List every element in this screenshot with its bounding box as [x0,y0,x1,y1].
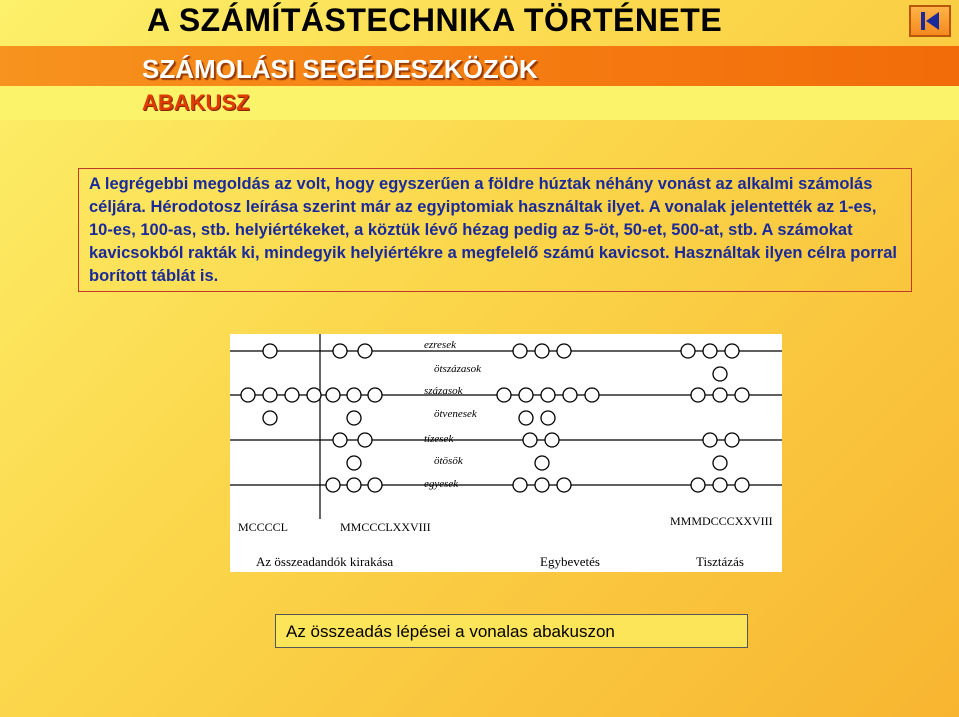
pebble [285,388,299,402]
figure-caption: Az összeadás lépései a vonalas abakuszon [275,614,748,648]
page-title: A SZÁMÍTÁSTECHNIKA TÖRTÉNETE [147,2,723,38]
pebble [347,478,361,492]
pebble [497,388,511,402]
pebble [513,344,527,358]
pebble [307,388,321,402]
pebble [545,433,559,447]
pebble [368,478,382,492]
pebble [347,411,361,425]
pebble [713,478,727,492]
pebble [263,388,277,402]
pebble [523,433,537,447]
pebble [333,433,347,447]
pebble [725,344,739,358]
subsection-title: ABAKUSZ [142,90,250,115]
pebble [725,433,739,447]
pebble [347,388,361,402]
pebble [326,388,340,402]
pebble [326,478,340,492]
pebble [691,478,705,492]
row-label: ezresek [424,339,456,351]
result-label: MMMDCCCXXVIII [670,514,773,528]
description-text: A legrégebbi megoldás az volt, hogy egyszerűen a földre húztak néhány vonást az alkalmi számolás céljára. Hérodotosz leírása szerint már az egyiptomiak használtak ilyet. A vonalak jelentették az 1-es, 10-es, 100-as, stb. helyiértékeket, a köztük lévő hézag pedig az 5-öt, 50-et, 500-at, stb. A számokat kavicsokból rakták ki, mindegyik helyiértékre a megfelelő számú kavicsot. Használtak ilyen célra porral borított táblát is. [78,168,912,292]
pebble [713,367,727,381]
back-button[interactable] [909,5,951,37]
pebble [703,344,717,358]
pebble [513,478,527,492]
row-label: egyesek [424,478,459,490]
section-title: SZÁMOLÁSI SEGÉDESZKÖZÖK [142,54,538,84]
row-label: ötösök [434,455,463,467]
pebble [263,344,277,358]
pebble [735,388,749,402]
pebble [333,344,347,358]
abacus-diagram [230,334,782,572]
pebble [703,433,717,447]
pebble [735,478,749,492]
pebble [713,456,727,470]
skip-back-icon [915,10,945,32]
row-label: tízesek [424,433,454,445]
step-label: Egybevetés [540,554,600,569]
pebble [563,388,577,402]
pebble [541,411,555,425]
subsection-banner [0,86,959,120]
pebble [585,388,599,402]
pebble [358,344,372,358]
pebble [263,411,277,425]
pebble [535,456,549,470]
pebble [557,478,571,492]
row-label: ötszázasok [434,363,482,375]
pebble [535,478,549,492]
pebble [691,388,705,402]
pebble [557,344,571,358]
abacus-figure [230,334,782,572]
pebble [368,388,382,402]
pebble [241,388,255,402]
section-banner [0,46,959,86]
pebble [519,388,533,402]
row-label: ötvenesek [434,408,477,420]
pebble [347,456,361,470]
pebble [541,388,555,402]
step-label: Az összeadandók kirakása [256,554,394,569]
row-label: százasok [424,385,463,397]
pebble [681,344,695,358]
pebble [535,344,549,358]
pebble [713,388,727,402]
step-label: Tisztázás [696,554,744,569]
number-label-2: MMCCCLXXVIII [340,520,431,534]
pebble [519,411,533,425]
pebble [358,433,372,447]
number-label-1: MCCCCL [238,520,289,534]
